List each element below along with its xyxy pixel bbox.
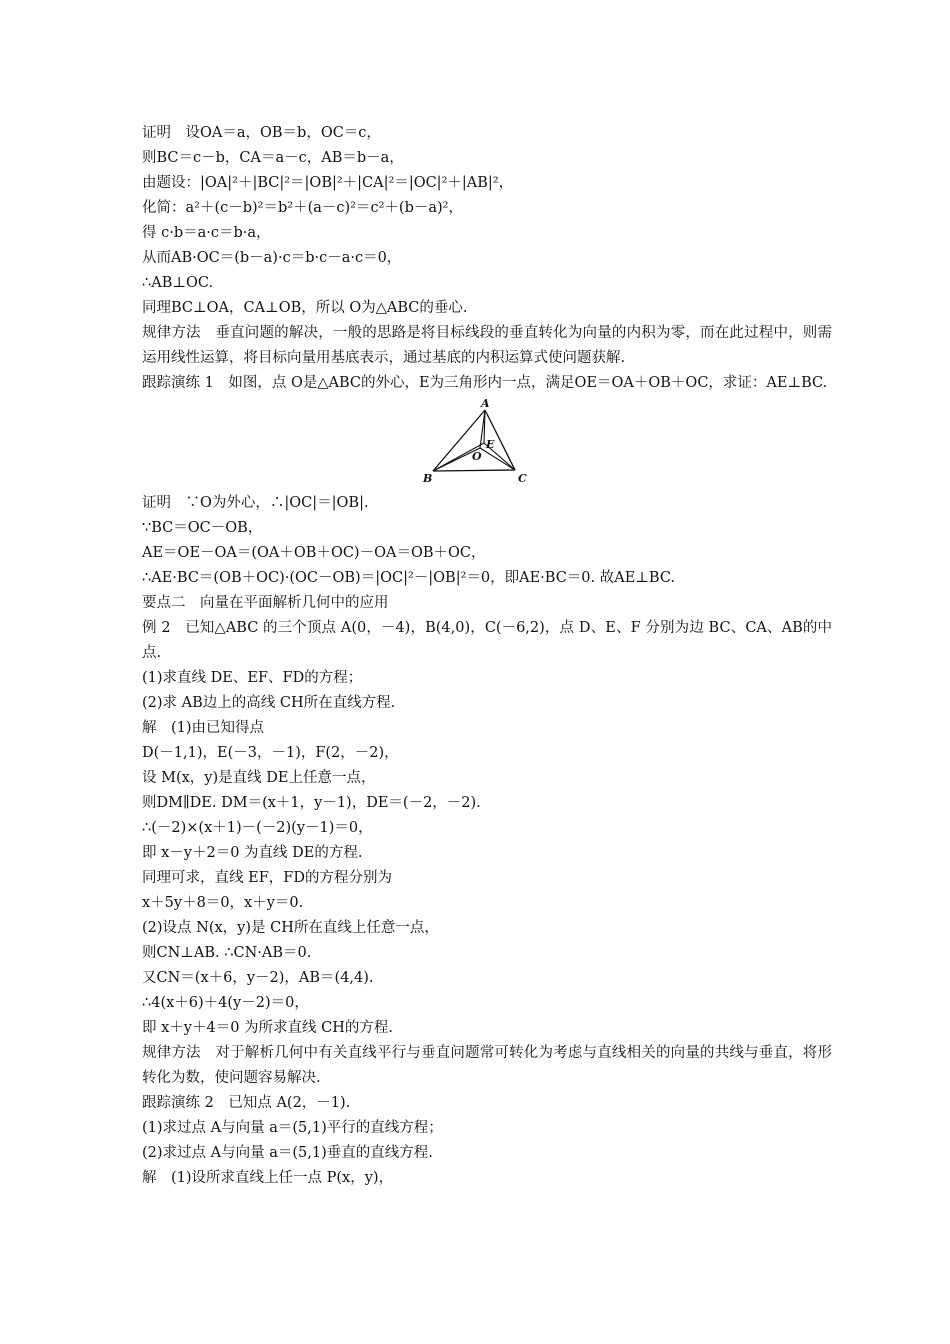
triangle-diagram: [420, 398, 530, 488]
text-line: AE＝OE－OA＝(OA＋OB＋OC)－OA＝OB＋OC，: [142, 545, 486, 561]
text-line: 化简：a²＋(c－b)²＝b²＋(a－c)²＝c²＋(b－a)²，: [142, 200, 463, 216]
triangle-figure: [142, 396, 832, 491]
text-line: 得 c·b＝a·c＝b·a，: [142, 225, 271, 241]
text-line: 则DM∥DE. DM＝(x＋1，y－1)，DE＝(－2，－2).: [142, 795, 481, 811]
label-a: A: [481, 398, 490, 410]
label-o: O: [472, 450, 482, 463]
label-b: B: [423, 472, 433, 485]
text-line: 即 x－y＋2＝0 为直线 DE的方程.: [142, 845, 363, 861]
label-e: E: [486, 438, 495, 451]
label-c: C: [518, 472, 527, 485]
method-paragraph: 规律方法 垂直问题的解决，一般的思路是将目标线段的垂直转化为向量的内积为零，而在此过程中，则需运用线性运算，将目标向量用基底表示，通过基底的内积运算式使问题获解.: [142, 325, 832, 366]
text-line: 则BC＝c－b，CA＝a－c，AB＝b－a，: [142, 150, 404, 166]
text-line: 则CN⊥AB. ∴CN·AB＝0.: [142, 945, 312, 961]
text-line: x＋5y＋8＝0，x＋y＝0.: [142, 895, 304, 911]
example-paragraph: 例 2 已知△ABC 的三个顶点 A(0，－4)，B(4,0)，C(－6,2)，点 D、E、F 分别为边 BC、CA、AB的中点.: [142, 620, 832, 661]
text-line: 证明 ∵O为外心，∴|OC|＝|OB|.: [142, 495, 369, 511]
edge-bc: [433, 470, 515, 471]
text-line: 同理BC⊥OA，CA⊥OB，所以 O为△ABC的垂心.: [142, 300, 468, 316]
text-line: (1)求直线 DE、EF、FD的方程；: [142, 670, 363, 686]
text-line: ∴4(x＋6)＋4(y－2)＝0，: [142, 995, 309, 1011]
document-body: [142, 121, 832, 1191]
text-line: (1)求过点 A与向量 a＝(5,1)平行的直线方程；: [142, 1120, 443, 1136]
text-line: 解 (1)设所求直线上任一点 P(x，y)，: [142, 1170, 394, 1186]
text-line: D(－1,1)，E(－3，－1)，F(2，－2)，: [142, 745, 399, 761]
section-heading: 要点二 向量在平面解析几何中的应用: [142, 595, 389, 611]
exercise-paragraph: 跟踪演练 1 如图，点 O是△ABC的外心，E为三角形内一点，满足OE＝OA＋OB＋OC，求证：AE⊥BC.: [142, 375, 828, 391]
text-line: ∴AE·BC＝(OB＋OC)·(OC－OB)＝|OC|²－|OB|²＝0，即AE·BC＝0. 故AE⊥BC.: [142, 570, 676, 586]
text-line: 解 (1)由已知得点: [142, 720, 265, 736]
text-line: 证明 设OA＝a，OB＝b，OC＝c，: [142, 125, 381, 141]
text-line: 设 M(x，y)是直线 DE上任意一点，: [142, 770, 376, 786]
method-paragraph: 规律方法 对于解析几何中有关直线平行与垂直问题常可转化为考虑与直线相关的向量的共线与垂直，将形转化为数，使问题容易解决.: [142, 1045, 832, 1086]
text-line: ∴AB⊥OC.: [142, 275, 214, 291]
text-line: (2)设点 N(x，y)是 CH所在直线上任意一点，: [142, 920, 439, 936]
text-line: 即 x＋y＋4＝0 为所求直线 CH的方程.: [142, 1020, 393, 1036]
text-line: 由题设：|OA|²＋|BC|²＝|OB|²＋|CA|²＝|OC|²＋|AB|²，: [142, 175, 514, 191]
text-line: (2)求过点 A与向量 a＝(5,1)垂直的直线方程.: [142, 1145, 433, 1161]
text-line: 从而AB·OC＝(b－a)·c＝b·c－a·c＝0，: [142, 250, 402, 266]
text-line: 跟踪演练 2 已知点 A(2，－1).: [142, 1095, 351, 1111]
text-line: ∴(－2)×(x＋1)－(－2)(y－1)＝0，: [142, 820, 373, 836]
text-line: (2)求 AB边上的高线 CH所在直线方程.: [142, 695, 396, 711]
text-line: ∵BC＝OC－OB，: [142, 520, 263, 536]
text-line: 同理可求，直线 EF，FD的方程分别为: [142, 870, 392, 886]
text-line: 又CN＝(x＋6，y－2)，AB＝(4,4).: [142, 970, 374, 986]
